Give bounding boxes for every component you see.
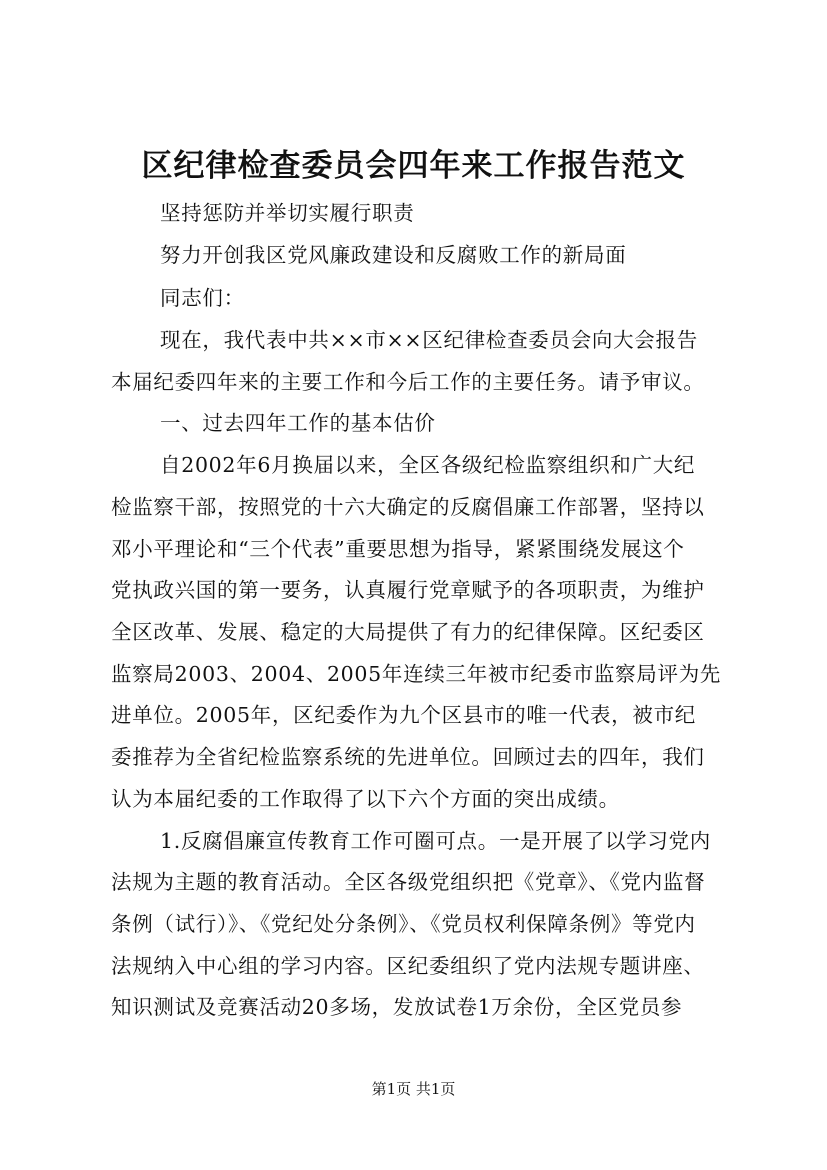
paragraph-line: 法规为主题的教育活动。全区各级党组织把《党章》、《党内监督 xyxy=(111,870,706,894)
paragraph-line: 1.反腐倡廉宣传教育工作可圈可点。一是开展了以学习党内 xyxy=(160,829,711,853)
paragraph-line: 法规纳入中心组的学习内容。区纪委组织了党内法规专题讲座、 xyxy=(111,954,705,978)
paragraph-line: 监察局2003、2004、2005年连续三年被市纪委市监察局评为先 xyxy=(111,662,722,686)
paragraph-line: 邓小平理论和“三个代表”重要思想为指导，紧紧围绕发展这个 xyxy=(111,537,685,561)
document-title: 区纪律检查委员会四年来工作报告范文 xyxy=(141,148,686,184)
paragraph-line: 现在，我代表中共××市××区纪律检查委员会向大会报告 xyxy=(160,328,698,352)
paragraph-line: 检监察干部，按照党的十六大确定的反腐倡廉工作部署，坚持以 xyxy=(111,495,705,519)
paragraph-line: 委推荐为全省纪检监察系统的先进单位。回顾过去的四年，我们 xyxy=(111,745,705,769)
salutation: 同志们： xyxy=(160,286,245,310)
paragraph-line: 认为本届纪委的工作取得了以下六个方面的突出成绩。 xyxy=(111,787,620,811)
paragraph-line: 全区改革、发展、稳定的大局提供了有力的纪律保障。区纪委区 xyxy=(111,620,705,644)
subtitle-line: 努力开创我区党风廉政建设和反腐败工作的新局面 xyxy=(160,243,627,267)
paragraph-line: 本届纪委四年来的主要工作和今后工作的主要任务。请予审议。 xyxy=(111,370,705,394)
paragraph-line: 进单位。2005年，区纪委作为九个区县市的唯一代表，被市纪 xyxy=(111,703,696,727)
paragraph-line: 知识测试及竞赛活动20多场，发放试卷1万余份，全区党员参 xyxy=(111,995,683,1019)
paragraph-line: 党执政兴国的第一要务，认真履行党章赋予的各项职责，为维护 xyxy=(111,578,705,602)
paragraph-line: 条例（试行）》、《党纪处分条例》、《党员权利保障条例》等党内 xyxy=(111,912,696,936)
section-heading: 一、过去四年工作的基本估价 xyxy=(160,411,436,435)
subtitle-line: 坚持惩防并举切实履行职责 xyxy=(160,201,415,225)
paragraph-line: 自2002年6月换届以来，全区各级纪检监察组织和广大纪 xyxy=(160,453,696,477)
page-number-footer: 第1页 共1页 xyxy=(371,1080,456,1098)
